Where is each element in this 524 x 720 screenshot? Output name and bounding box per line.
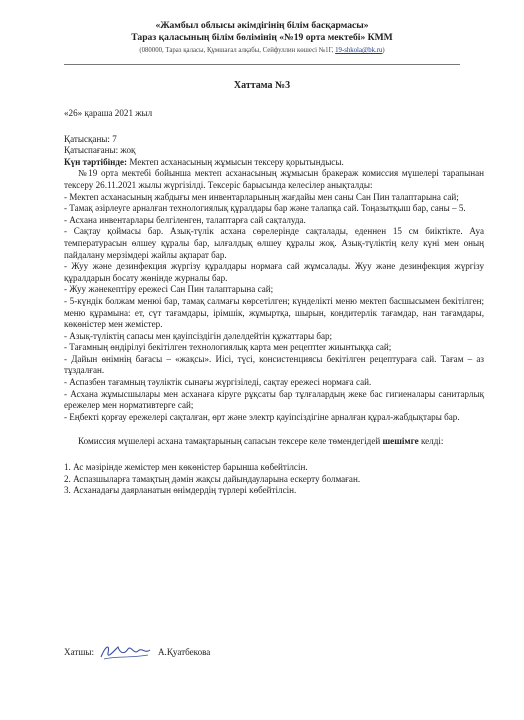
handwritten-signature bbox=[98, 641, 154, 663]
paragraph: - Мектеп асханасының жабдығы мен инвентарларының жағдайы мен саны Сан Пин талаптарына сай; bbox=[64, 191, 459, 202]
header-address bbox=[0, 45, 524, 57]
paragraph: - Аспазбен тағамның тәуліктік сынағы жүргізіледі, сақтау ережесі нормаға сай. bbox=[64, 377, 372, 388]
commission-bold: шешімге bbox=[382, 436, 419, 447]
address-text: (080000, Тараз қаласы, Құмшағал алқабы, Сейфуллин көшесі №1Г, bbox=[139, 47, 336, 54]
commission-text: Комиссия мүшелері асхана тамақтарының сапасын тексере келе төмендегідей bbox=[78, 436, 383, 447]
paragraph: - 5-күндік болжам менюі бар, тамақ салмағы көрсетілген; күнделікті меню мектеп басшысымен бекітілген; меню құрамына: ет, сүт тағамдары, ірімшік, жұмыртқа, шырын, кондитерлік тағамдар, нан тағамдары, көкөністер мен жемістер. bbox=[64, 295, 484, 330]
paragraph: - Асхана инвентарлары белгіленген, талаптарға сай сақталуда. bbox=[64, 214, 306, 225]
commission-end: келді: bbox=[418, 436, 444, 447]
secretary-name: А.Қуатбекова bbox=[157, 647, 211, 657]
spacer bbox=[64, 423, 484, 436]
attended-count: Қатысқаны: 7 bbox=[64, 133, 117, 144]
email-link[interactable]: 19-shkola@bk.ru bbox=[335, 47, 383, 54]
header-divider bbox=[64, 64, 460, 65]
paragraph: - Тағамның өндірілуі бекітілген технологиялық карта мен рецептter жиынтыққа сай; bbox=[64, 342, 392, 353]
paragraph: - Азық-түліктің сапасы мен қауіпсіздігін дәлелдейтін құжаттары бар; bbox=[64, 330, 333, 341]
document-title: Хаттама №3 bbox=[233, 80, 291, 91]
spacer bbox=[64, 448, 484, 462]
paragraph: - Жуу және дезинфекция жүргізу құралдары нормаға сай жұмсалады. Жуу және дезинфекция жүргізу құралдарын босату жөнінде журналы бар. bbox=[64, 261, 484, 283]
letterhead bbox=[0, 0, 524, 57]
secretary-label: Хатшы: bbox=[64, 647, 94, 657]
commission-statement bbox=[64, 436, 484, 448]
decision-item: 2. Аспазшыларға тамақтың дәмін жақсы дайындауларына ескерту болмаған. bbox=[64, 473, 361, 484]
paragraph: №19 орта мектебі бойынша мектеп асханасының жұмысын бракераж комиссия мүшелері тарапынан тексеру 26.11.2021 жылы жүргізілді. Тексеріс барысында келесілер анықталды: bbox=[64, 168, 484, 190]
paragraph: - Асхана жұмысшылары мен асханаға кіруге рұқсаты бар тұлғалардың жеке бас гигиеналары санитарлық ережелер мен нормативтерге сай; bbox=[64, 388, 484, 411]
paragraph: - Дайын өнімнің бағасы – «жақсы». Иісі, түсі, консистенциясы бекітілген рецептураға сай. Тағам – аз тұздалған. bbox=[64, 353, 484, 376]
decision-item: 1. Ас мәзірінде жемістер мен көкөністер барынша көбейтілсін. bbox=[64, 462, 308, 473]
paragraph: - Сақтау қоймасы бар. Азық-түлік асхана сөрелерінде сақталады, еденнен 15 см биіктікте. Ауа температурасын өлшеу құралы бар, ылғалдық өлшеу құралы жоқ. Азық-түліктің келу күні мен оның пайдалану мерзімдері жайлы ақпарат бар. bbox=[64, 226, 484, 260]
document-date: «26» қараша 2021 жыл bbox=[64, 108, 153, 118]
agenda-text: Мектеп асханасының жұмысын тексеру қорытындысы. bbox=[127, 156, 344, 167]
agenda bbox=[64, 157, 484, 169]
document-body bbox=[64, 108, 484, 497]
address-end: ) bbox=[382, 47, 385, 54]
paragraph: - Еңбекті қорғау ережелері сақталған, өрт және электр қауіпсіздігіне арналған құрал-жабдықтары бар. bbox=[64, 411, 460, 422]
signature-block bbox=[64, 641, 210, 663]
header-line2: Тараз қаласының білім бөлімінің «№19 орта мектебі» КММ bbox=[131, 32, 393, 43]
paragraph: - Жуу жәнекептіру ережесі Сан Пин талаптарына сай; bbox=[64, 284, 274, 295]
decision-item: 3. Асханадағы даярланатын өнімдердің түрлері көбейтілсін. bbox=[64, 485, 297, 496]
absent-count: Қатыспағаны: жоқ bbox=[64, 145, 136, 156]
agenda-label: Күн тәртібінде: bbox=[64, 156, 128, 167]
header-line1: «Жамбыл облысы әкімдігінің білім басқармасы» bbox=[155, 20, 369, 31]
paragraph: - Тамақ әзірлеуге арналған технологиялық құралдары бар және талапқа сай. Тоңазытқыш бар, саны – 5. bbox=[64, 203, 466, 214]
